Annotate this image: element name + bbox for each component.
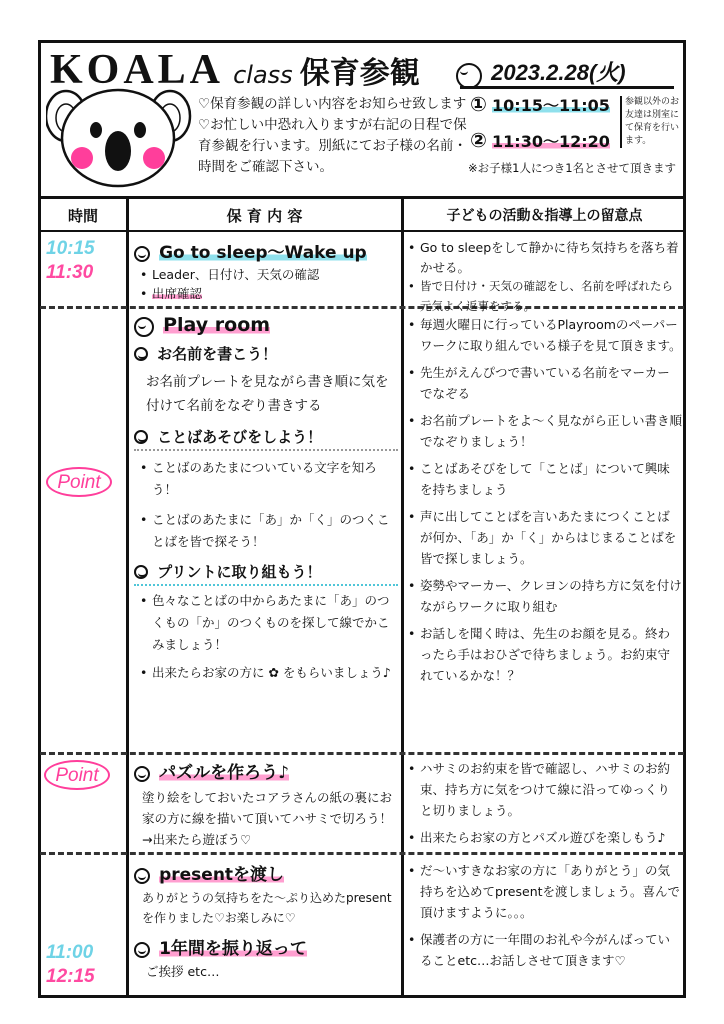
row3-notes [408, 758, 682, 848]
list-item: • お名前プレートをよ〜く見ながら正しい書き順でなぞりましょう！ [408, 410, 682, 452]
list-item: • 出来たらお家の方に ✿ をもらいましょう♪ [140, 662, 398, 684]
row4-text2: ご挨拶 etc… [146, 964, 220, 979]
list-item: • 声に出してことばを言いあたまにつくことばが何か、「あ」か「く」からはじまることばを皆で探しましょう。 [408, 506, 682, 569]
list-item: • 先生がえんぴつで書いている名前をマーカーでなぞる [408, 362, 682, 404]
session-1-time: 10:15〜11:05 [492, 96, 610, 115]
row2-notes [408, 314, 682, 686]
row2-sub1-title: お名前を書こう！ [157, 344, 278, 363]
list-item: • ことばあそびをして「ことば」について興味を持ちましょう [408, 458, 682, 500]
row3-title: パズルを作ろう♪ [159, 763, 289, 783]
list-item: • 保護者の方に一年間のお礼や今がんばっていることetc…お話しさせて頂きます♡ [408, 929, 682, 971]
smile-icon [134, 766, 150, 782]
list-item: • だ〜いすきなお家の方に「ありがとう」の気持ちを込めてpresentを渡しましょう。喜んで頂けますように。。。 [408, 860, 682, 923]
row2-sub2-items [134, 457, 398, 553]
side-note: 参観以外のお友達は別室にて保育を行います。 [620, 96, 685, 148]
row2-sub3-title: プリントに取り組もう！ [157, 562, 322, 581]
row4-time-end: 12:15 [46, 966, 95, 987]
session-1 [470, 92, 610, 116]
intro-text: ♡保育参観の詳しい内容をお知らせ致します♡お忙しい中恐れ入りますが右記の日程で保育参観を行います。別紙にてお子様の名前・時間をご確認下さい。 [198, 96, 467, 175]
title-koala: KOALA [50, 47, 225, 93]
row2-sub1-text: お名前プレートを見ながら書き順に気を付けて名前をなぞり書きする [146, 373, 389, 414]
row4-text1: ありがとうの気持ちをた〜ぷり込めたpresentを作りました♡お楽しみに♡ [142, 891, 392, 925]
row2-sub2-title: ことばあそびをしよう！ [157, 427, 323, 446]
row4-content [134, 860, 398, 981]
list-item: • ハサミのお約束を皆で確認し、ハサミのお約束、持ち方に気をつけて線に沿ってゆっくりと切りましょう。 [408, 758, 682, 821]
row1-notes [408, 238, 682, 316]
row-divider [40, 852, 684, 855]
list-item: • ことばのあたまに「あ」か「く」のつくことばを皆で探そう！ [140, 509, 398, 553]
col-content-header: 保 育 内 容 [226, 207, 303, 225]
row4-title1: presentを渡し [159, 865, 285, 885]
session-1-number: ① [470, 92, 487, 116]
smile-icon [456, 63, 482, 89]
date-block [456, 56, 626, 86]
row4-notes [408, 860, 682, 971]
list-item: • Leader、日付け、天気の確認 [140, 265, 398, 284]
row2-content [134, 314, 398, 684]
row2-title: Play room [163, 314, 271, 336]
list-item: • 姿勢やマーカー、クレヨンの持ち方に気を付けながらワークに取り組む [408, 575, 682, 617]
list-item: • お話しを聞く時は、先生のお顔を見る。終わったら手はおひざで待ちましょう。お約束守れているかな！？ [408, 623, 682, 686]
point-badge: Point [44, 760, 110, 790]
point-badge: Point [46, 467, 112, 497]
row4-time-start: 11:00 [46, 942, 94, 963]
row1-time-start: 10:15 [46, 238, 95, 259]
list-item: • ことばのあたまについている文字を知ろう！ [140, 457, 398, 501]
row3-text: 塗り絵をしておいたコアラさんの紙の裏にお家の方に線を描いて頂いてハサミで切ろう！→出来たら遊ぼう♡ [142, 790, 393, 847]
row1-items [134, 265, 398, 303]
session-2-number: ② [470, 128, 487, 152]
col-time-header: 時間 [67, 207, 98, 225]
smile-icon [134, 868, 150, 884]
session-2-time: 11:30〜12:20 [492, 132, 610, 151]
smile-icon [134, 565, 148, 579]
list-item: • 皆で日付け・天気の確認をし、名前を呼ばれたら元気よく返事をする。 [408, 277, 682, 316]
row3-content [134, 758, 398, 850]
row1-time-end: 11:30 [46, 262, 94, 283]
smile-icon [134, 942, 150, 958]
list-item: • 出来たらお家の方とパズル遊びを楽しもう♪ [408, 827, 682, 848]
title [50, 46, 420, 93]
row1-content [134, 238, 398, 303]
list-item: • 毎週火曜日に行っているPlayroomのペーパーワークに取り組んでいる様子を見て頂きます。 [408, 314, 682, 356]
row4-title2: 1年間を振り返って [159, 939, 307, 959]
smile-icon [134, 246, 150, 262]
col-activity-header: 子どもの活動＆指導上の留意点 [446, 208, 643, 224]
session-2 [470, 128, 610, 152]
list-item: • 出席確認 [140, 284, 398, 303]
date: 2023.2.28(火) [491, 60, 626, 85]
row-divider [40, 752, 684, 755]
smile-icon [134, 317, 154, 337]
title-main: 保育参観 [299, 56, 420, 91]
row1-title: Go to sleep〜Wake up [159, 243, 367, 263]
list-item: • 色々なことばの中からあたまに「あ」のつくもの「か」のつくものを探して線でかこみましょう！ [140, 590, 398, 656]
companion-note: ※お子様1人につき1名とさせて頂きます [468, 161, 677, 175]
list-item: • Go to sleepをして静かに待ち気持ちを落ち着かせる。 [408, 238, 682, 277]
koala-icon [46, 78, 192, 190]
title-class: class [233, 61, 293, 89]
row2-sub3-items [134, 590, 398, 684]
smile-icon [134, 430, 148, 444]
smile-icon [134, 347, 148, 361]
